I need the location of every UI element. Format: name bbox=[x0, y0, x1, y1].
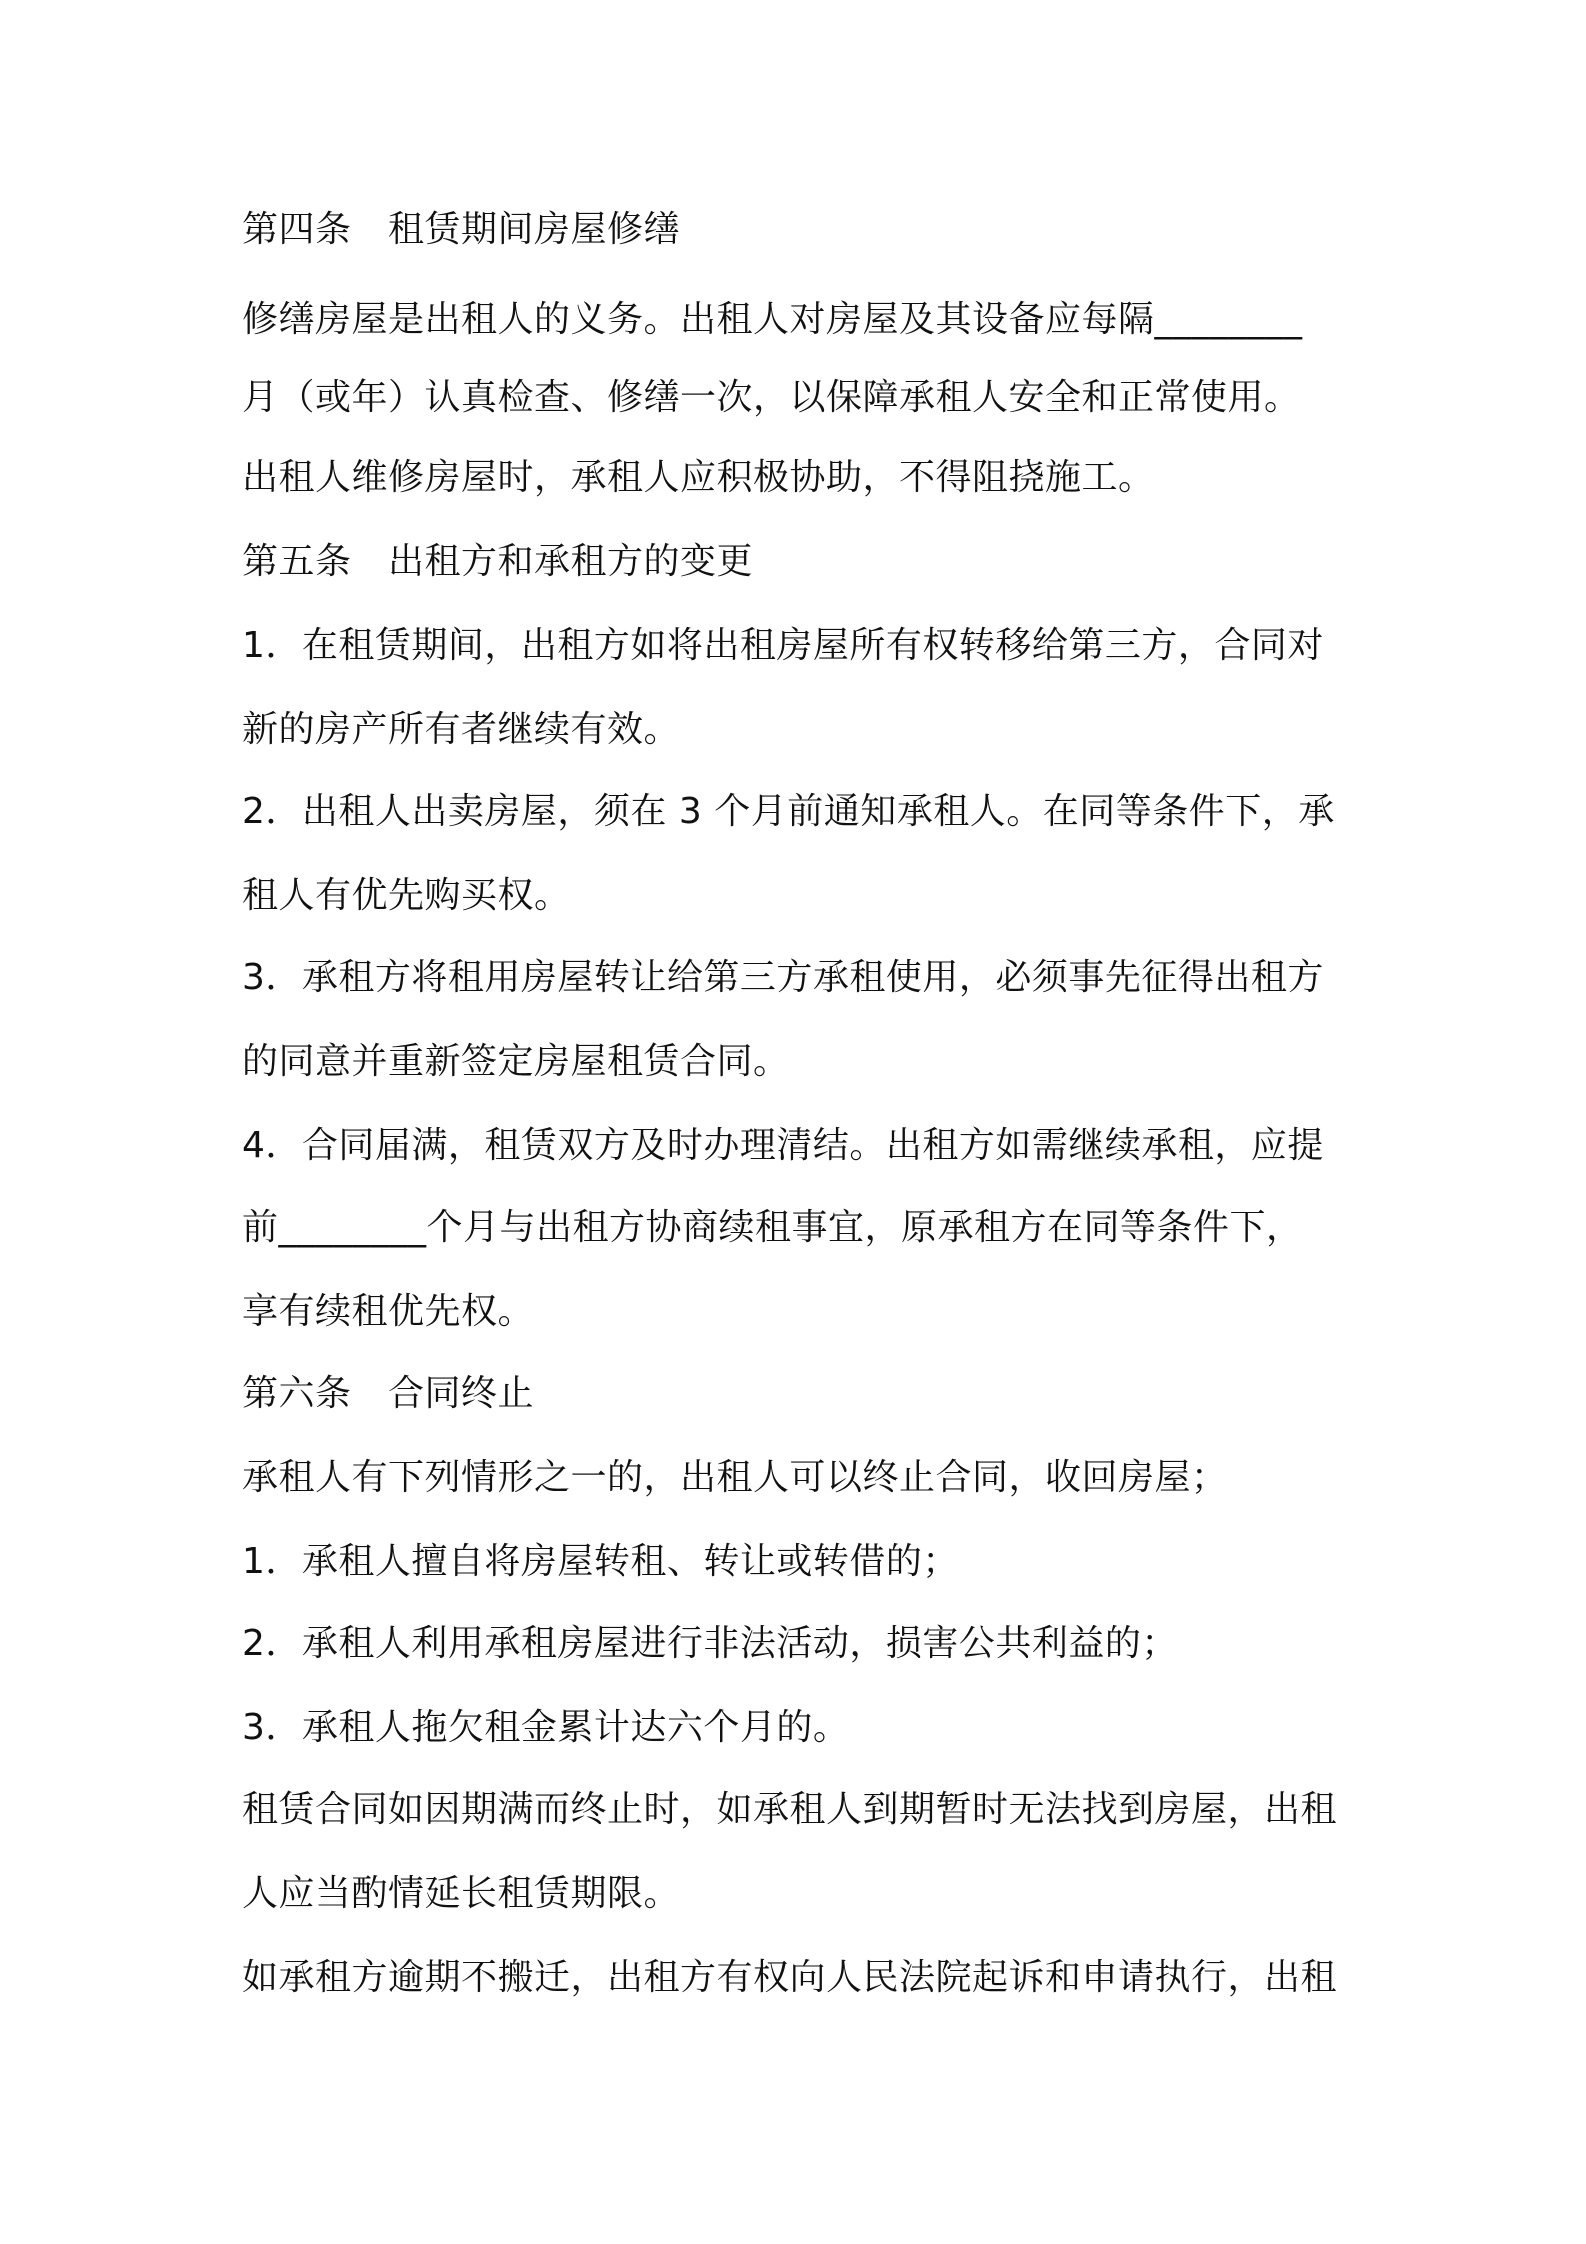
article-6-heading: 第六条 合同终止 bbox=[242, 1373, 535, 1414]
paragraph-line: 承租人有下列情形之一的，出租人可以终止合同，收回房屋； bbox=[242, 1457, 1228, 1498]
clause-line: 4．合同届满，租赁双方及时办理清结。出租方如需继续承租，应提 bbox=[242, 1125, 1324, 1166]
paragraph-line: 月（或年）认真检查、修缮一次，以保障承租人安全和正常使用。 bbox=[242, 377, 1301, 418]
article-5-heading: 第五条 出租方和承租方的变更 bbox=[242, 541, 754, 582]
clause-line: 1．承租人擅自将房屋转租、转让或转借的； bbox=[242, 1541, 959, 1582]
clause-line: 1．在租赁期间，出租方如将出租房屋所有权转移给第三方，合同对 bbox=[242, 625, 1324, 666]
clause-line: 前________个月与出租方协商续租事宜，原承租方在同等条件下， bbox=[242, 1207, 1303, 1248]
paragraph-line: 如承租方逾期不搬迁，出租方有权向人民法院起诉和申请执行，出租 bbox=[242, 1957, 1338, 1998]
paragraph-line: 修缮房屋是出租人的义务。出租人对房屋及其设备应每隔________ bbox=[242, 299, 1303, 340]
paragraph-line: 租赁合同如因期满而终止时，如承租人到期暂时无法找到房屋，出租 bbox=[242, 1789, 1338, 1830]
paragraph-line: 出租人维修房屋时，承租人应积极协助，不得阻挠施工。 bbox=[242, 457, 1155, 498]
clause-line: 享有续租优先权。 bbox=[242, 1291, 535, 1332]
clause-line: 的同意并重新签定房屋租赁合同。 bbox=[242, 1041, 790, 1082]
clause-line: 2．出租人出卖房屋，须在 3 个月前通知承租人。在同等条件下，承 bbox=[242, 791, 1335, 832]
clause-line: 3．承租方将租用房屋转让给第三方承租使用，必须事先征得出租方 bbox=[242, 957, 1324, 998]
clause-line: 3．承租人拖欠租金累计达六个月的。 bbox=[242, 1707, 850, 1748]
article-4-heading: 第四条 租赁期间房屋修缮 bbox=[242, 209, 681, 250]
clause-line: 2．承租人利用承租房屋进行非法活动，损害公共利益的； bbox=[242, 1623, 1178, 1664]
paragraph-line: 人应当酌情延长租赁期限。 bbox=[242, 1873, 681, 1914]
clause-line: 租人有优先购买权。 bbox=[242, 875, 571, 916]
clause-line: 新的房产所有者继续有效。 bbox=[242, 709, 681, 750]
